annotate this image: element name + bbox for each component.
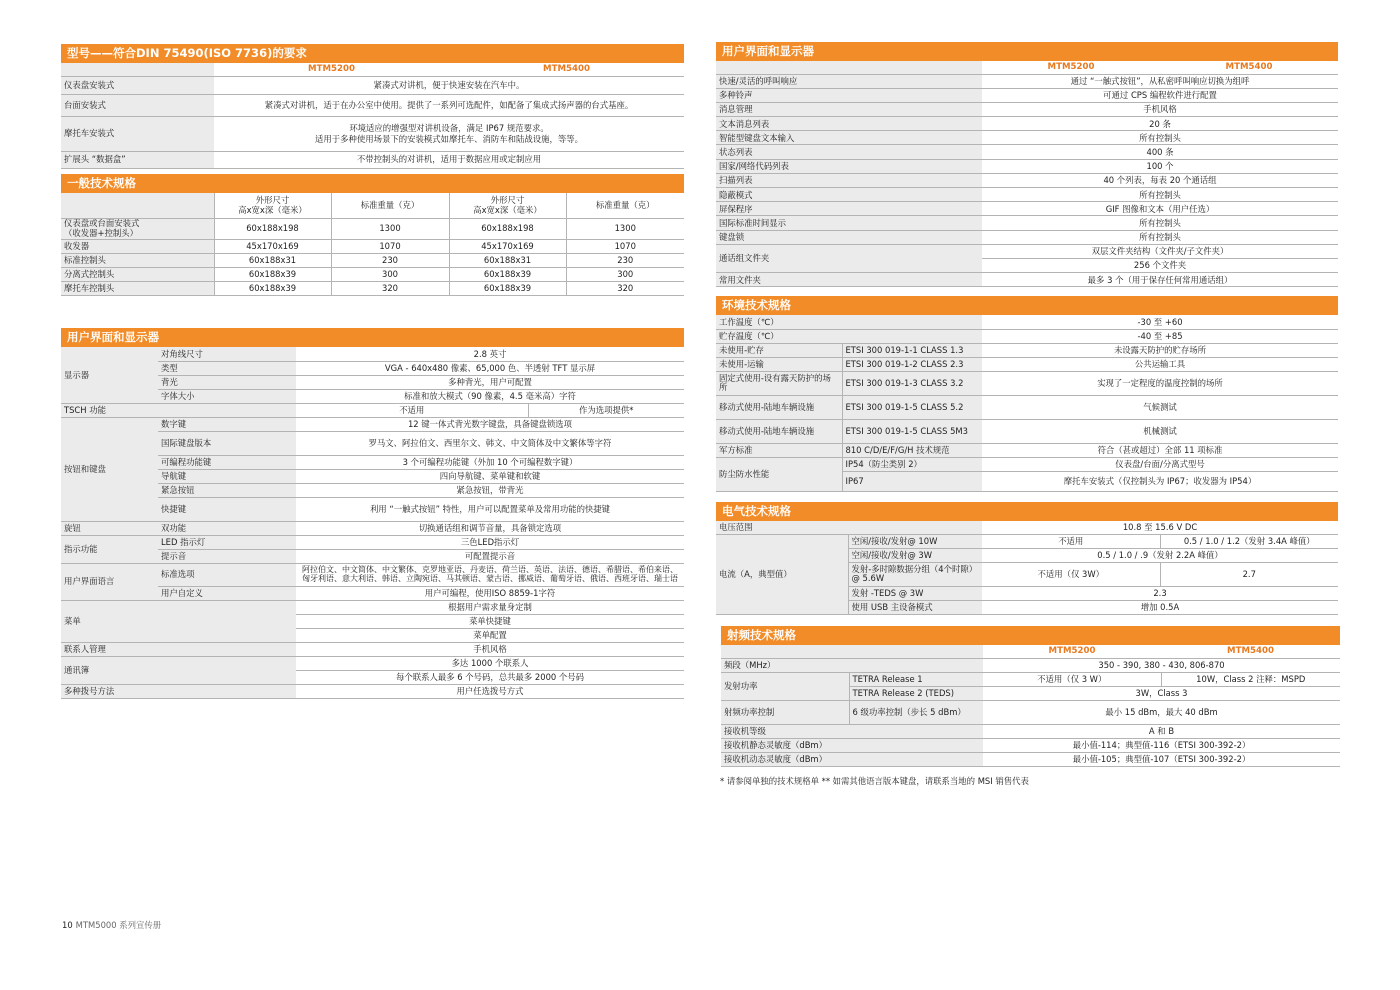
ui-display-table-left	[61, 347, 684, 699]
standard: ETSI 300 019-1-1 CLASS 1.3	[842, 343, 982, 357]
value: 最小 15 dBm，最大 40 dBm	[983, 700, 1340, 724]
row-label: 接收机动态灵敏度（dBm）	[721, 752, 983, 766]
cell: 230	[331, 253, 449, 267]
sub-label: 字体大小	[158, 389, 296, 403]
language-label: 用户界面语言	[61, 563, 158, 600]
value: 通过 “一触式按钮”，从私密呼叫响应切换为组呼	[982, 74, 1338, 88]
sub-label: 提示音	[158, 549, 296, 563]
value: 公共运输工具	[982, 357, 1338, 371]
row-label: 移动式使用-陆地车辆设施	[716, 419, 842, 443]
model-section-title: 型号——符合DIN 75490(ISO 7736)的要求	[61, 44, 684, 63]
value: 根据用户需求量身定制	[296, 600, 684, 614]
sub-label: 空闲/接收/发射@ 3W	[848, 548, 982, 562]
cell: 1300	[566, 218, 684, 239]
sub-label: 对角线尺寸	[158, 347, 296, 361]
model-section	[61, 44, 684, 169]
value: 0.5 / 1.0 / 1.2（发射 3.4A 峰值）	[1160, 534, 1338, 548]
value: 机械测试	[982, 419, 1338, 443]
value: 所有控制头	[982, 230, 1338, 244]
value: 400 条	[982, 145, 1338, 159]
sub-label: 背光	[158, 375, 296, 389]
value: 不适用	[296, 403, 528, 417]
row-label: 未使用-运输	[716, 357, 842, 371]
cell: 1070	[331, 239, 449, 253]
environment-title: 环境技术规格	[716, 296, 1338, 315]
standard: ETSI 300 019-1-2 CLASS 2.3	[842, 357, 982, 371]
display-label: 显示器	[61, 347, 158, 403]
electrical-title: 电气技术规格	[716, 502, 1338, 521]
contact-label: 联系人管理	[61, 642, 296, 656]
value: 100 个	[982, 159, 1338, 173]
value: 双层文件夹结构（文件夹/子文件夹）	[982, 244, 1338, 258]
footer-text: MTM5000 系列宣传册	[75, 920, 162, 930]
book-label: 通讯簿	[61, 656, 296, 684]
row-label: 隐蔽模式	[716, 188, 982, 202]
row-value: 环境适应的增强型对讲机设备，满足 IP67 规范要求。 适用于多种使用场景下的安装模式如摩托车、消防车和陆战设施，等等。	[214, 116, 684, 151]
value: A 和 B	[983, 724, 1340, 738]
cell: 300	[331, 267, 449, 281]
keys-label: 按钮和键盘	[61, 417, 158, 521]
dial-label: 多种拨号方法	[61, 684, 296, 698]
environment-table	[716, 315, 1338, 492]
cell: 320	[331, 281, 449, 295]
dust-label: 防尘防水性能	[716, 457, 842, 491]
ui-display-title-right: 用户界面和显示器	[716, 42, 1338, 61]
ui-display-table-right	[716, 61, 1338, 287]
pc-label: 射频功率控制	[721, 700, 849, 724]
sub-label: 用户自定义	[158, 586, 296, 600]
rf-title: 射频技术规格	[721, 626, 1340, 645]
electrical-section	[716, 502, 1338, 615]
cell: 60x188x39	[214, 267, 331, 281]
row-label: 电压范围	[716, 521, 982, 534]
row-label: 仪表盘安装式	[61, 76, 214, 94]
model-header-mtm5400: MTM5400	[1161, 645, 1340, 658]
electrical-table	[716, 521, 1338, 615]
page-footer	[62, 920, 161, 930]
row-label: 屏保程序	[716, 202, 982, 216]
sub-label: 导航键	[158, 469, 296, 483]
col-weight: 标准重量（克）	[566, 193, 684, 218]
page-number: 10	[62, 920, 73, 930]
row-label: 固定式使用-设有露天防护的场所	[716, 371, 842, 395]
row-label: 接收机等级	[721, 724, 983, 738]
row-label: 智能型键盘文本输入	[716, 131, 982, 145]
rf-section	[721, 626, 1340, 767]
cell: 320	[566, 281, 684, 295]
value: 每个联系人最多 6 个号码，总共最多 2000 个号码	[296, 670, 684, 684]
row-label: 状态列表	[716, 145, 982, 159]
value: 增加 0.5A	[982, 600, 1338, 614]
general-specs-title: 一般技术规格	[61, 174, 684, 193]
cell: 60x188x198	[214, 218, 331, 239]
value: 未设露天防护的贮存场所	[982, 343, 1338, 357]
value: GIF 图像和文本（用户任选）	[982, 202, 1338, 216]
value: 用户可编程，使用ISO 8859-1字符	[296, 586, 684, 600]
value: 多达 1000 个联系人	[296, 656, 684, 670]
value: 2.8 英寸	[296, 347, 684, 361]
row-label: 频段（MHz）	[721, 658, 983, 672]
ui-display-section-right	[716, 42, 1338, 287]
sub-label: 使用 USB 主设备模式	[848, 600, 982, 614]
standard: IP67	[842, 471, 982, 491]
row-label: 摩托车控制头	[61, 281, 214, 295]
sub-label: 数字键	[158, 417, 296, 431]
value: 利用 “一触式按钮” 特性，用户可以配置菜单及常用功能的快捷键	[296, 497, 684, 521]
sub-label: TETRA Release 2 (TEDS)	[849, 686, 983, 700]
value: 最小值-114；典型值-116（ETSI 300-392-2）	[983, 738, 1340, 752]
value: 最小值-105；典型值-107（ETSI 300-392-2）	[983, 752, 1340, 766]
value: 所有控制头	[982, 188, 1338, 202]
value: 10W，Class 2 注释：MSPD	[1161, 672, 1340, 686]
sub-label: 紧急按钮	[158, 483, 296, 497]
value: 四向导航键、菜单键和软键	[296, 469, 684, 483]
value: 所有控制头	[982, 131, 1338, 145]
value: 256 个文件夹	[982, 258, 1338, 272]
folder-label: 通话组文件夹	[716, 244, 982, 272]
sub-label: 发射 -TEDS @ 3W	[848, 586, 982, 600]
row-label: 扫描列表	[716, 173, 982, 187]
row-label: 收发器	[61, 239, 214, 253]
standard: IP54（防尘类别 2）	[842, 457, 982, 471]
sub-label: 快捷键	[158, 497, 296, 521]
cell: 60x188x31	[449, 253, 566, 267]
ui-display-section-left	[61, 328, 684, 699]
sub-label: 发射-多时隙数据分组（4个时隙）@ 5.6W	[848, 562, 982, 586]
value: 符合（甚或超过）全部 11 项标准	[982, 443, 1338, 457]
value: 菜单快捷键	[296, 614, 684, 628]
sub-label: 国际键盘版本	[158, 431, 296, 455]
col-weight: 标准重量（克）	[331, 193, 449, 218]
sub-label: 类型	[158, 361, 296, 375]
col-dimensions: 外形尺寸 高x宽x深（毫米）	[214, 193, 331, 218]
value: 3W，Class 3	[983, 686, 1340, 700]
row-label: 台面安装式	[61, 94, 214, 116]
environment-section	[716, 296, 1338, 492]
standard: ETSI 300 019-1-5 CLASS 5.2	[842, 395, 982, 419]
cell: 300	[566, 267, 684, 281]
row-label: 国家/网络代码列表	[716, 159, 982, 173]
cell: 1300	[331, 218, 449, 239]
model-header-mtm5400: MTM5400	[449, 63, 684, 76]
row-label: 摩托车安装式	[61, 116, 214, 151]
value: 阿拉伯文、中文简体、中文繁体、克罗地亚语、丹麦语、荷兰语、英语、法语、德语、希腊语、希伯来语、匈牙利语、意大利语、韩语、立陶宛语、马其顿语、蒙古语、挪威语、葡萄牙语、俄语、西班牙语、瑞士语	[296, 563, 684, 586]
general-specs-section	[61, 174, 684, 296]
value: 可通过 CPS 编程软件进行配置	[982, 88, 1338, 102]
value: 菜单配置	[296, 628, 684, 642]
cell: 60x188x39	[449, 281, 566, 295]
value: 350 - 390, 380 - 430, 806-870	[983, 658, 1340, 672]
row-value: 紧凑式对讲机，便于快速安装在汽车中。	[214, 76, 684, 94]
ui-display-title-left: 用户界面和显示器	[61, 328, 684, 347]
cell: 1070	[566, 239, 684, 253]
footnote: * 请参阅单独的技术规格单 ** 如需其他语言版本键盘，请联系当地的 MSI 销售代表	[720, 776, 1029, 786]
rf-table	[721, 645, 1340, 767]
indicator-label: 指示功能	[61, 535, 158, 563]
row-label: 标准控制头	[61, 253, 214, 267]
row-label: 消息管理	[716, 102, 982, 116]
row-label: 多种铃声	[716, 88, 982, 102]
value: 紧急按钮，带背光	[296, 483, 684, 497]
value: 3 个可编程功能键（外加 10 个可编程数字键）	[296, 455, 684, 469]
col-dimensions: 外形尺寸 高x宽x深（毫米）	[449, 193, 566, 218]
row-label: 扩展头 “数据盒”	[61, 151, 214, 168]
model-header-mtm5400: MTM5400	[1160, 61, 1338, 74]
cell: 45x170x169	[449, 239, 566, 253]
row-label: 键盘锁	[716, 230, 982, 244]
row-label: 快速/灵活的呼叫响应	[716, 74, 982, 88]
row-value: 不带控制头的对讲机，适用于数据应用或定制应用	[214, 151, 684, 168]
cell: 60x188x39	[214, 281, 331, 295]
value: 不适用（仅 3 W）	[983, 672, 1161, 686]
value: 不适用	[982, 534, 1160, 548]
value: -40 至 +85	[982, 329, 1338, 343]
sub-label: 双功能	[158, 521, 296, 535]
value: 2.3	[982, 586, 1338, 600]
cell: 230	[566, 253, 684, 267]
value: 所有控制头	[982, 216, 1338, 230]
sub-label: 标准选项	[158, 563, 296, 586]
row-label: 贮存温度（℃）	[716, 329, 982, 343]
value: 三色LED指示灯	[296, 535, 684, 549]
row-label: 移动式使用-陆地车辆设施	[716, 395, 842, 419]
model-header-mtm5200: MTM5200	[983, 645, 1161, 658]
value: VGA - 640x480 像素、65,000 色、半透射 TFT 显示屏	[296, 361, 684, 375]
value: 罗马文、阿拉伯文、西里尔文、韩文、中文简体及中文繁体等字符	[296, 431, 684, 455]
value: -30 至 +60	[982, 315, 1338, 329]
value: 摩托车安装式（仅控制头为 IP67；收发器为 IP54）	[982, 471, 1338, 491]
value: 手机风格	[982, 102, 1338, 116]
value: 0.5 / 1.0 / .9（发射 2.2A 峰值）	[982, 548, 1338, 562]
value: 12 键一体式背光数字键盘，具备键盘锁选项	[296, 417, 684, 431]
value: 2.7	[1160, 562, 1338, 586]
value: 10.8 至 15.6 V DC	[982, 521, 1338, 534]
cell: 60x188x31	[214, 253, 331, 267]
sub-label: 空闲/接收/发射@ 10W	[848, 534, 982, 548]
value: 手机风格	[296, 642, 684, 656]
value: 最多 3 个（用于保存任何常用通话组）	[982, 273, 1338, 287]
sub-label: LED 指示灯	[158, 535, 296, 549]
row-label: 工作温度（℃）	[716, 315, 982, 329]
row-value: 紧凑式对讲机，适于在办公室中使用。提供了一系列可选配件，如配备了集成式扬声器的台式基座。	[214, 94, 684, 116]
current-label: 电流（A，典型值）	[716, 534, 848, 614]
value: 切换通话组和调节音量，具备锁定选项	[296, 521, 684, 535]
value: 作为选项提供*	[528, 403, 684, 417]
tx-label: 发射功率	[721, 672, 849, 700]
fav-label: 常用文件夹	[716, 273, 982, 287]
model-table	[61, 63, 684, 169]
general-specs-table	[61, 193, 684, 296]
row-label: 未使用-贮存	[716, 343, 842, 357]
value: 多种背光，用户可配置	[296, 375, 684, 389]
row-label: 接收机静态灵敏度（dBm）	[721, 738, 983, 752]
cell: 45x170x169	[214, 239, 331, 253]
value: 40 个列表，每表 20 个通话组	[982, 173, 1338, 187]
value: 20 条	[982, 117, 1338, 131]
row-label: 仪表盘或台面安装式 （收发器+控制头）	[61, 218, 214, 239]
cell: 60x188x198	[449, 218, 566, 239]
row-label: 军方标准	[716, 443, 842, 457]
sub-label: 6 级功率控制（步长 5 dBm）	[849, 700, 983, 724]
value: 可配置提示音	[296, 549, 684, 563]
row-label: 分离式控制头	[61, 267, 214, 281]
row-label: 文本消息列表	[716, 117, 982, 131]
value: 气候测试	[982, 395, 1338, 419]
standard: 810 C/D/E/F/G/H 技术规范	[842, 443, 982, 457]
tsch-label: TSCH 功能	[61, 403, 296, 417]
row-label: 国际标准时间显示	[716, 216, 982, 230]
value: 标准和放大模式（90 像素，4.5 毫米高）字符	[296, 389, 684, 403]
cell: 60x188x39	[449, 267, 566, 281]
standard: ETSI 300 019-1-3 CLASS 3.2	[842, 371, 982, 395]
sub-label: TETRA Release 1	[849, 672, 983, 686]
menu-label: 菜单	[61, 600, 296, 642]
standard: ETSI 300 019-1-5 CLASS 5M3	[842, 419, 982, 443]
model-header-mtm5200: MTM5200	[982, 61, 1160, 74]
model-header-mtm5200: MTM5200	[214, 63, 449, 76]
sub-label: 可编程功能键	[158, 455, 296, 469]
value: 仪表盘/台面/分离式型号	[982, 457, 1338, 471]
knob-label: 旋钮	[61, 521, 158, 535]
value: 用户任选拨号方式	[296, 684, 684, 698]
value: 实现了一定程度的温度控制的场所	[982, 371, 1338, 395]
value: 不适用（仅 3W）	[982, 562, 1160, 586]
